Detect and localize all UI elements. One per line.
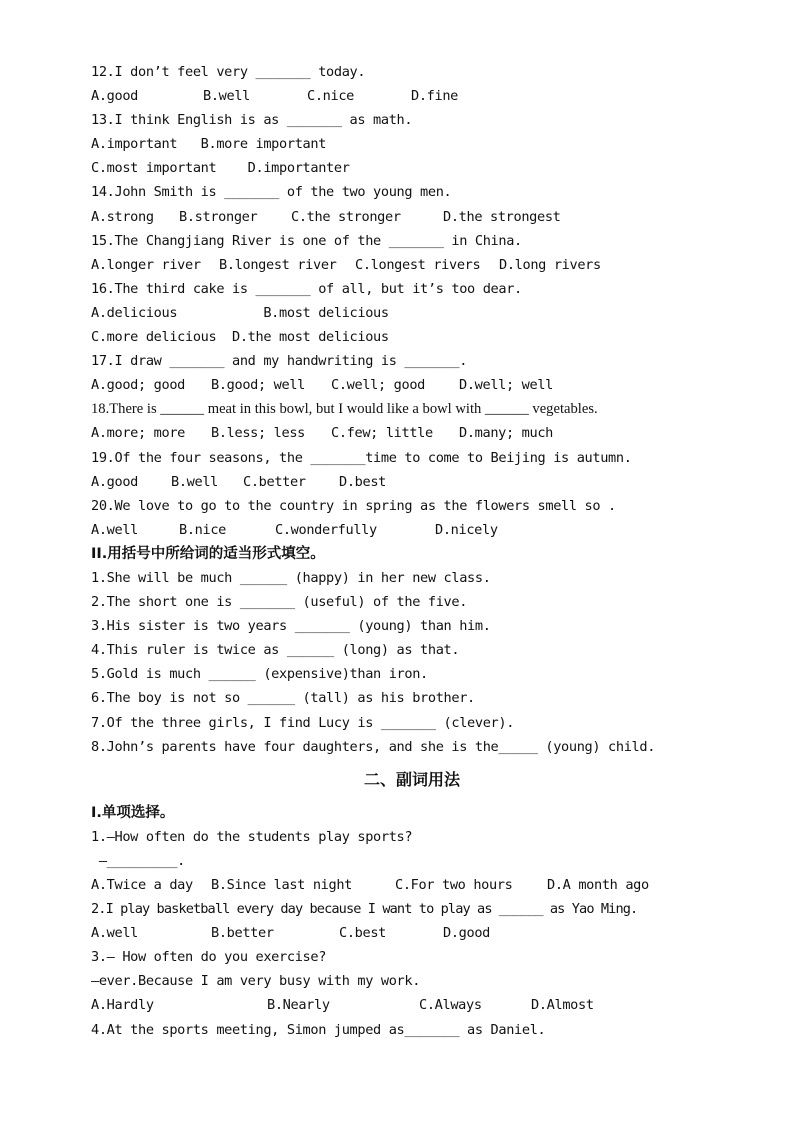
q17-option-b[interactable]: B.good; well — [211, 377, 306, 394]
question-16-options-line-2[interactable]: C.more delicious D.the most delicious — [91, 329, 389, 346]
s2-q3-option-c[interactable]: C.Always — [419, 997, 482, 1014]
s2-q1-option-d[interactable]: D.A month ago — [547, 877, 649, 893]
q14-option-c[interactable]: C.the stronger — [291, 208, 401, 225]
question-12-options — [91, 84, 751, 108]
s2-question-1-answer-line: —_________. — [91, 852, 186, 869]
section-2-title: 二、副词用法 — [363, 769, 460, 789]
q20-option-b[interactable]: B.nice — [179, 521, 227, 538]
fill-item-6: 6.The boy is not so ______ (tall) as his brother. — [91, 690, 475, 707]
q12-option-c[interactable]: C.nice — [307, 88, 355, 105]
question-16-options-line-1[interactable]: A.delicious B.most delicious — [91, 304, 389, 321]
question-17-options — [91, 373, 751, 397]
q17-option-d[interactable]: D.well; well — [459, 377, 554, 394]
fill-item-4: 4.This ruler is twice as ______ (long) as that. — [91, 642, 460, 659]
q18-option-a[interactable]: A.more; more — [91, 425, 186, 442]
s2-q1-option-c[interactable]: C.For two hours — [395, 877, 513, 893]
q19-option-a[interactable]: A.good — [91, 473, 139, 490]
s2-q3-option-a[interactable]: A.Hardly — [91, 997, 154, 1014]
q17-option-a[interactable]: A.good; good — [91, 377, 186, 394]
s2-q1-option-b[interactable]: B.Since last night — [211, 877, 353, 893]
fill-item-7: 7.Of the three girls, I find Lucy is _______ (clever). — [91, 714, 515, 731]
q19-option-c[interactable]: C.better — [243, 473, 306, 490]
s2-question-1-options — [91, 873, 751, 897]
question-17-stem: 17.I draw _______ and my handwriting is _______. — [91, 353, 468, 370]
worksheet-page — [91, 60, 751, 1042]
question-15-stem: 15.The Changjiang River is one of the _______ in China. — [91, 232, 522, 249]
question-13-options-line-2[interactable]: C.most important D.importanter — [91, 160, 350, 177]
q19-option-b[interactable]: B.well — [171, 473, 219, 490]
q20-option-a[interactable]: A.well — [91, 521, 139, 538]
q18-option-d[interactable]: D.many; much — [459, 425, 554, 442]
q15-option-d[interactable]: D.long rivers — [499, 256, 601, 273]
q19-option-d[interactable]: D.best — [339, 473, 387, 490]
question-19-options — [91, 470, 751, 494]
fill-item-3: 3.His sister is two years _______ (young) than him. — [91, 618, 491, 635]
s2-q3-option-d[interactable]: D.Almost — [531, 997, 594, 1014]
s2-question-3-answer-line: —ever.Because I am very busy with my work. — [91, 973, 421, 990]
q20-option-d[interactable]: D.nicely — [435, 521, 498, 538]
q18-option-c[interactable]: C.few; little — [331, 425, 433, 442]
s2-question-4-stem: 4.At the sports meeting, Simon jumped as_______ as Daniel. — [91, 1021, 546, 1038]
question-14-stem: 14.John Smith is _______ of the two young men. — [91, 184, 452, 201]
s2-question-3-stem: 3.— How often do you exercise? — [91, 949, 327, 966]
fill-item-5: 5.Gold is much ______ (expensive)than iron. — [91, 666, 428, 683]
question-12-stem: 12.I don’t feel very _______ today. — [91, 64, 366, 80]
s2-question-2-stem: 2.I play basketball every day because I want to play as ______ as Yao Ming. — [91, 901, 638, 918]
q15-option-a[interactable]: A.longer river — [91, 256, 201, 273]
fill-item-8: 8.John’s parents have four daughters, and she is the_____ (young) child. — [91, 738, 656, 755]
s2-q2-option-d[interactable]: D.good — [443, 925, 491, 942]
part-2-heading: II.用括号中所给词的适当形式填空。 — [91, 545, 325, 562]
s2-q2-option-a[interactable]: A.well — [91, 925, 139, 942]
question-13-stem: 13.I think English is as _______ as math. — [91, 112, 413, 129]
q12-option-a[interactable]: A.good — [91, 88, 139, 105]
question-16-stem: 16.The third cake is _______ of all, but it’s too dear. — [91, 280, 522, 297]
q14-option-b[interactable]: B.stronger — [179, 208, 258, 225]
q15-option-b[interactable]: B.longest river — [219, 256, 337, 273]
question-20-options — [91, 518, 751, 542]
s2-q2-option-c[interactable]: C.best — [339, 925, 387, 942]
q20-option-c[interactable]: C.wonderfully — [275, 521, 377, 538]
q17-option-c[interactable]: C.well; good — [331, 377, 426, 394]
fill-item-2: 2.The short one is _______ (useful) of the five. — [91, 594, 468, 611]
question-18-options — [91, 421, 751, 445]
question-14-options — [91, 205, 751, 229]
question-20-stem: 20.We love to go to the country in spring as the flowers smell so . — [91, 497, 616, 514]
section-2-heading: I.单项选择。 — [91, 804, 175, 821]
q12-option-b[interactable]: B.well — [203, 88, 251, 105]
s2-question-3-options — [91, 993, 751, 1017]
question-15-options — [91, 253, 751, 277]
q14-option-a[interactable]: A.strong — [91, 208, 154, 225]
s2-question-2-options — [91, 921, 751, 945]
s2-q2-option-b[interactable]: B.better — [211, 925, 274, 942]
q14-option-d[interactable]: D.the strongest — [443, 208, 561, 225]
q12-option-d[interactable]: D.fine — [411, 88, 459, 105]
s2-question-1-stem: 1.—How often do the students play sports? — [91, 828, 413, 845]
s2-q1-option-a[interactable]: A.Twice a day — [91, 877, 193, 893]
q15-option-c[interactable]: C.longest rivers — [355, 256, 481, 273]
question-19-stem: 19.Of the four seasons, the _______time to come to Beijing is autumn. — [91, 449, 632, 466]
question-18-stem: 18.There is ______ meat in this bowl, but I would like a bowl with ______ vegetables. — [91, 401, 598, 418]
question-13-options-line-1[interactable]: A.important B.more important — [91, 136, 327, 153]
fill-item-1: 1.She will be much ______ (happy) in her new class. — [91, 569, 491, 586]
q18-option-b[interactable]: B.less; less — [211, 425, 306, 442]
s2-q3-option-b[interactable]: B.Nearly — [267, 997, 330, 1014]
